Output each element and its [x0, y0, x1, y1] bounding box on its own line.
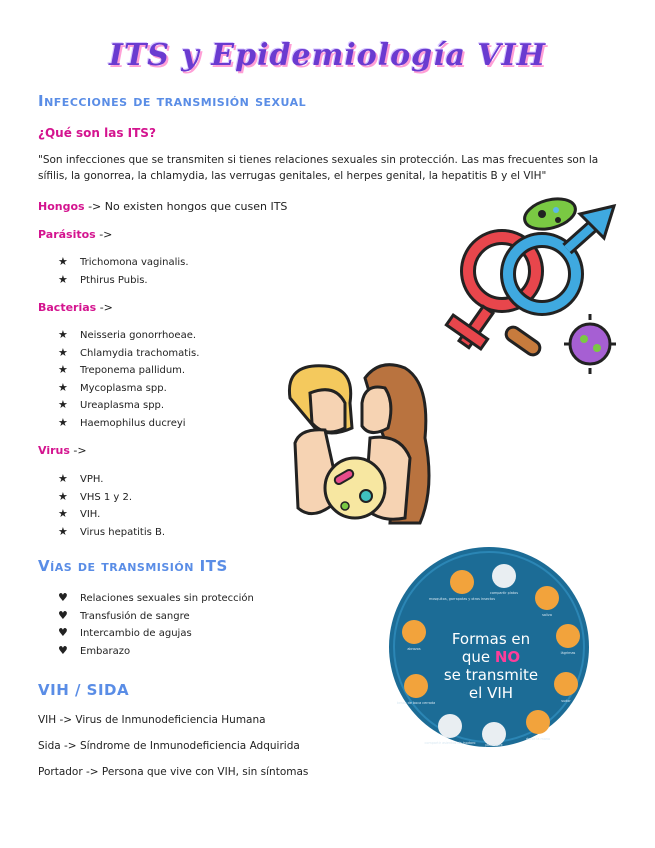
portador-definition: Portador -> Persona que vive con VIH, sin síntomas — [38, 766, 309, 778]
star-bullet-icon: ★ — [58, 328, 68, 341]
heart-bullet-icon: ♥ — [58, 626, 68, 640]
list-item: ★ Virus hepatitis B. — [58, 523, 165, 541]
list-item: ★ Ureaplasma spp. — [58, 396, 199, 414]
toilet-seat-icon — [438, 714, 462, 738]
list-item: ★ Trichomona vaginalis. — [58, 253, 189, 271]
poster-headline-2: que NO — [461, 648, 521, 666]
list-item: ★ Mycoplasma spp. — [58, 379, 199, 397]
hongos-label: Hongos — [38, 200, 85, 213]
list-item: ★ Haemophilus ducreyi — [58, 414, 199, 432]
hug-icon — [402, 620, 426, 644]
star-bullet-icon: ★ — [58, 489, 68, 503]
section-heading-vias: Vías de transmisión ITS — [38, 557, 228, 575]
parasitos-arrow: -> — [95, 228, 113, 241]
list-item: ★ VIH. — [58, 505, 165, 523]
poster-label: mosquitos, garrapatas y otros insectos — [429, 597, 495, 601]
poster-label: darse la mano — [525, 737, 551, 741]
gender-microbes-illustration — [432, 196, 627, 376]
list-item: ♥ Transfusión de sangre — [58, 607, 254, 625]
star-bullet-icon: ★ — [58, 398, 68, 412]
bacterias-arrow: -> — [96, 301, 113, 314]
couple-illustration — [270, 358, 440, 528]
list-item: ♥ Relaciones sexuales sin protección — [58, 589, 254, 607]
heart-bullet-icon: ♥ — [58, 591, 68, 604]
poster-label: abrazos — [407, 647, 421, 651]
poster-label: lágrimas — [560, 651, 576, 655]
vih-transmission-poster — [388, 546, 590, 748]
kiss-icon — [404, 674, 428, 698]
poster-headline-4: el VIH — [468, 684, 514, 702]
star-bullet-icon: ★ — [58, 524, 68, 538]
poster-label: por el aire — [485, 743, 503, 747]
virus-heading — [38, 444, 87, 457]
parasitos-heading — [38, 228, 112, 241]
mosquito-icon — [450, 570, 474, 594]
star-bullet-icon: ★ — [58, 380, 68, 394]
virus-arrow: -> — [69, 444, 87, 457]
poster-label: sudor — [561, 699, 571, 703]
list-item: ★ Treponema pallidum. — [58, 361, 199, 379]
poster-headline-1: Formas en — [451, 630, 531, 648]
star-bullet-icon: ★ — [58, 255, 68, 268]
page-title: ITS y Epidemiología VIH — [108, 38, 547, 73]
poster-headline-3: se transmite — [443, 666, 539, 684]
hongos-text: -> No existen hongos que cusen ITS — [84, 200, 288, 213]
vias-list — [58, 589, 254, 659]
green-bacteria-icon — [521, 196, 578, 234]
section-heading-its: Infecciones de transmisión sexual — [38, 92, 307, 110]
star-bullet-icon: ★ — [58, 415, 68, 429]
hongos-line — [38, 200, 287, 213]
heart-bullet-icon: ♥ — [58, 608, 68, 622]
vih-definition: VIH -> Virus de Inmunodeficiencia Humana — [38, 714, 266, 726]
star-bullet-icon: ★ — [58, 345, 68, 359]
list-item: ★ VPH. — [58, 470, 165, 488]
sida-definition: Sida -> Síndrome de Inmunodeficiencia Adquirida — [38, 740, 300, 752]
question-heading: ¿Qué son las ITS? — [38, 126, 156, 140]
handshake-icon — [526, 710, 550, 734]
list-item: ★ Pthirus Pubis. — [58, 271, 189, 289]
bacterias-label: Bacterias — [38, 301, 97, 314]
virus-label: Virus — [38, 444, 70, 457]
poster-label: compartir platos — [490, 591, 518, 595]
poster-label: compartir asientos de inodoro — [424, 741, 476, 745]
saliva-icon — [535, 586, 559, 610]
microbe-ball-icon — [325, 458, 385, 518]
its-definition: "Son infecciones que se transmiten si tienes relaciones sexuales sin protección. Las mas frecuentes son la sífilis, la gonorrea, la chlamydia, las verrugas genitales, el herpes genital, la hepatitis B y el VIH" — [38, 154, 599, 182]
parasitos-label: Parásitos — [38, 228, 96, 241]
list-item: ★ Chlamydia trachomatis. — [58, 344, 199, 362]
star-bullet-icon: ★ — [58, 507, 68, 521]
tears-icon — [556, 624, 580, 648]
purple-virus-icon — [564, 314, 616, 374]
heart-bullet-icon: ♥ — [58, 643, 68, 657]
list-item: ★ VHS 1 y 2. — [58, 488, 165, 506]
list-item: ★ Neisseria gonorrhoeae. — [58, 326, 199, 344]
sweat-icon — [554, 672, 578, 696]
virus-list — [58, 470, 165, 540]
poster-label: besos de boca cerrada — [396, 701, 436, 705]
section-heading-vih: VIH / SIDA — [38, 681, 130, 699]
list-item: ♥ Intercambio de agujas — [58, 624, 254, 642]
star-bullet-icon: ★ — [58, 272, 68, 286]
bacterias-list — [58, 326, 199, 432]
brown-bacillus-icon — [503, 324, 542, 357]
star-bullet-icon: ★ — [58, 363, 68, 377]
bacterias-heading — [38, 301, 113, 314]
poster-label: saliva — [542, 613, 552, 617]
list-item: ♥ Embarazo — [58, 642, 254, 660]
star-bullet-icon: ★ — [58, 472, 68, 485]
dishes-icon — [492, 564, 516, 588]
parasitos-list — [58, 253, 189, 288]
